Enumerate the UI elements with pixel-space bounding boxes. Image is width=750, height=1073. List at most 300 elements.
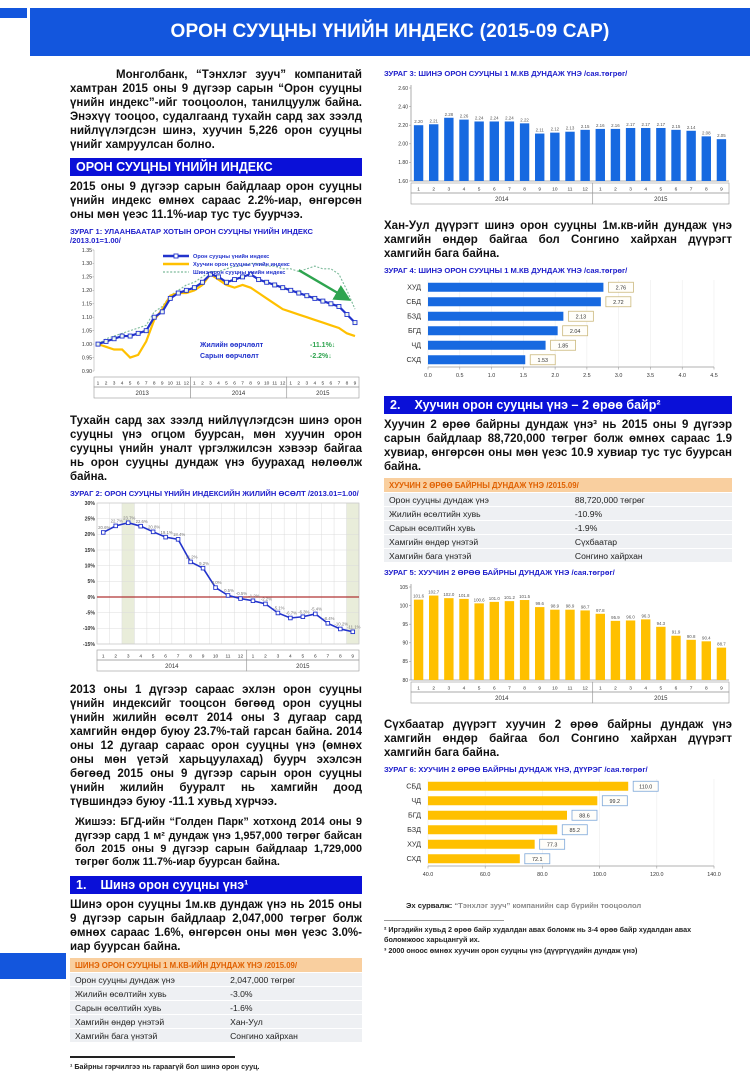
svg-text:100.6: 100.6 (473, 597, 485, 603)
svg-text:1: 1 (417, 686, 420, 692)
source-label: Эх сурвалж: (406, 901, 453, 911)
svg-text:85.2: 85.2 (569, 828, 581, 835)
svg-text:2: 2 (114, 654, 118, 660)
svg-text:90.8: 90.8 (686, 633, 696, 639)
svg-text:3: 3 (209, 381, 212, 387)
svg-text:1.10: 1.10 (81, 315, 92, 322)
svg-text:4: 4 (462, 686, 466, 692)
svg-text:4: 4 (644, 187, 648, 193)
svg-text:20.6%: 20.6% (98, 525, 111, 531)
svg-text:6: 6 (136, 381, 140, 387)
svg-text:8: 8 (523, 187, 526, 193)
report-title-banner (30, 8, 750, 56)
page-title: ОРОН СУУЦНЫ ҮНИЙН ИНДЕКС (2015-09 САР) (170, 21, 610, 42)
svg-text:7: 7 (326, 654, 330, 660)
chart5-caption: ЗУРАГ 5: ХУУЧИН 2 ӨРӨӨ БАЙРНЫ ДУНДАЖ ҮНЭ /сая.төгрөг/ (384, 568, 615, 578)
svg-text:1.20: 1.20 (81, 288, 92, 295)
svg-text:8: 8 (189, 654, 192, 660)
table-row-value: -1.6% (230, 1002, 253, 1013)
svg-text:80: 80 (402, 677, 408, 684)
svg-text:8: 8 (152, 381, 156, 387)
two-column-layout (0, 56, 750, 1073)
chart1-caption: ЗУРАГ 1: УЛААНБААТАР ХОТЫН ОРОН СУУЦНЫ ҮНИЙН ИНДЕКС /2013.01=1.00/ (70, 227, 314, 246)
svg-text:9: 9 (257, 381, 260, 387)
chart6-caption: ЗУРАГ 6: ХУУЧИН 2 ӨРӨӨ БАЙРНЫ ДУНДАЖ ҮНЭ, ДҮҮРЭГ /сая.төгрөг/ (384, 765, 648, 775)
svg-text:СБД: СБД (406, 297, 421, 307)
table-row (384, 521, 732, 534)
svg-text:91.9: 91.9 (671, 629, 681, 635)
svg-text:3.0%: 3.0% (211, 580, 222, 586)
svg-text:20%: 20% (84, 532, 95, 539)
svg-text:1.00: 1.00 (81, 342, 92, 349)
old-price-paragraph: Хуучин 2 өрөө байрны дундаж үнэ³ нь 2015 оны 9 дүгээр сарын байдлаар 88,720,000 төгрөг болж өмнөх сараас 1.9 хувиар, өнгөрсөн оны мөн үеэс 10.9 хувиар тус тус буурсан байна. (384, 419, 732, 474)
svg-text:2.17: 2.17 (641, 121, 650, 127)
svg-text:5: 5 (301, 654, 305, 660)
svg-text:1: 1 (598, 187, 602, 193)
table-row (384, 535, 732, 548)
chart5-comment-paragraph: Сүхбаатар дүүрэгт хуучин 2 өрөө байрны дундаж үнэ хамгийн өндөр байгаа бол Сонгино хайрхан дүүрэгт хамгийн бага байна. (384, 719, 732, 760)
section-hpi-header (70, 158, 362, 176)
chart2-caption: ЗУРАГ 2: ОРОН СУУЦНЫ ҮНИЙН ИНДЕКСИЙН ЖИЛИЙН ӨСӨЛТ /2013.01=1.00/ (70, 489, 359, 499)
svg-text:101.8: 101.8 (458, 593, 470, 599)
svg-text:2.15: 2.15 (580, 123, 590, 129)
svg-text:2.15: 2.15 (671, 123, 681, 129)
svg-text:1: 1 (417, 187, 420, 193)
svg-text:БГД: БГД (408, 326, 421, 336)
svg-text:101.0: 101.0 (488, 595, 500, 601)
svg-text:7: 7 (508, 686, 511, 692)
svg-text:4.5: 4.5 (710, 373, 718, 380)
svg-text:7: 7 (176, 654, 180, 660)
svg-text:88.6: 88.6 (579, 813, 590, 820)
svg-text:9: 9 (351, 654, 355, 660)
svg-text:2.08: 2.08 (702, 130, 711, 136)
svg-text:-15%: -15% (82, 642, 95, 649)
svg-text:8: 8 (523, 686, 526, 692)
table-header: ШИНЭ ОРОН СУУЦНЫ 1 М.КВ-ИЙН ДУНДАЖ ҮНЭ /2015.09/ (70, 958, 362, 972)
table-row (384, 507, 732, 520)
svg-text:2.72: 2.72 (613, 299, 624, 306)
svg-text:Хуучин орон сууцны үнийн индек: Хуучин орон сууцны үнийн индекс (193, 262, 290, 269)
svg-text:2014: 2014 (495, 197, 509, 203)
svg-text:10%: 10% (84, 563, 95, 570)
svg-text:2.5: 2.5 (583, 373, 591, 380)
table-row (384, 549, 732, 562)
svg-text:2: 2 (297, 381, 301, 387)
svg-text:2.26: 2.26 (459, 113, 469, 119)
svg-text:97.8: 97.8 (596, 607, 605, 613)
svg-text:5: 5 (477, 187, 481, 193)
svg-text:-0.5%: -0.5% (235, 591, 248, 597)
svg-text:3: 3 (305, 381, 309, 387)
svg-text:2014: 2014 (231, 391, 246, 398)
footnote-2: ² Иргэдийн хувьд 2 өрөө байр худалдан авах боломж нь 3-4 өрөө байр худалдан авах боломжоос харьцангуй их. (384, 925, 692, 944)
table-row-label: Сарын өсөлтийн хувь (389, 522, 476, 533)
svg-text:ХУД: ХУД (407, 839, 421, 849)
svg-text:96.3: 96.3 (641, 613, 650, 619)
section-number: 2. (390, 398, 401, 413)
section-title: Хуучин орон сууцны үнэ – 2 өрөө байр² (414, 398, 661, 413)
svg-text:98.7: 98.7 (580, 604, 590, 610)
svg-text:-2.2%↓: -2.2%↓ (310, 353, 332, 361)
table-row (70, 1015, 362, 1028)
svg-text:6: 6 (492, 187, 496, 193)
svg-text:7: 7 (508, 187, 511, 193)
svg-text:6: 6 (329, 381, 333, 387)
new-price-table (70, 958, 362, 1042)
table-row-label: Жилийн өсөлтийн хувь (75, 988, 167, 999)
svg-text:-8.4%: -8.4% (323, 616, 335, 622)
table-row-label: Хамгийн өндөр үнэтэй (75, 1016, 165, 1027)
section-new-price-header (70, 876, 362, 894)
svg-text:6: 6 (674, 686, 678, 692)
svg-text:18.4%: 18.4% (173, 532, 186, 538)
hpi-summary-paragraph: 2015 оны 9 дүгээр сарын байдлаар орон сууцны үнийн индекс өмнөх сараас 2.2%-иар, өнгөрсөн оны мөн үеэс 11.1%-иар тус тус буурчээ. (70, 181, 362, 222)
svg-text:-6.7%: -6.7% (285, 610, 297, 616)
svg-text:2013: 2013 (135, 391, 149, 398)
svg-text:2.04: 2.04 (569, 328, 581, 335)
svg-text:7: 7 (241, 381, 244, 387)
svg-text:95: 95 (402, 622, 408, 629)
svg-text:1.25: 1.25 (81, 274, 92, 281)
svg-text:-5.4%: -5.4% (310, 606, 322, 612)
svg-text:11: 11 (272, 381, 278, 387)
svg-text:11: 11 (175, 381, 181, 387)
table-row (70, 973, 362, 986)
svg-text:2.20: 2.20 (398, 123, 408, 129)
svg-text:2.12: 2.12 (550, 126, 560, 132)
svg-text:8: 8 (704, 187, 708, 193)
svg-text:99.6: 99.6 (535, 601, 544, 607)
svg-text:2.40: 2.40 (398, 104, 408, 111)
table-row-label: Орон сууцны дундаж үнэ (75, 974, 175, 985)
svg-text:БГД: БГД (408, 810, 421, 820)
svg-text:9: 9 (538, 686, 542, 692)
svg-text:2: 2 (432, 187, 436, 193)
table-row-value: Хан-Уул (230, 1016, 263, 1027)
table-row (384, 493, 732, 506)
footer-decoration (0, 953, 66, 979)
section-title: Шинэ орон сууцны үнэ¹ (100, 878, 249, 893)
svg-text:101.5: 101.5 (519, 594, 531, 600)
svg-text:20.8%: 20.8% (148, 524, 161, 530)
table-row-label: Сарын өсөлтийн хувь (75, 1002, 162, 1013)
svg-text:77.3: 77.3 (546, 842, 558, 849)
svg-text:2.24: 2.24 (474, 115, 484, 121)
history-paragraph: 2013 оны 1 дүгээр сараас эхлэн орон сууцны үнийн индексийг тооцсон бөгөөд орон сууцны үнийн жилийн өсөлт 2014 оны 3 дугаар сард хамгийн өндөр буюу 23.7%-тай гарсан байна. 2014 оны 12 дугаар сараас орон сууцны үнэ (өмнөх оны мөн үетэй харьцуулахад) буурч эхэлсэн бөгөөд 2015 оны 9 дүгээр сарын орон сууцны үнийн жилийн бууралт нь хамгийн доод түвшиндээ буюу -11.1 хувьд хүрчээ. (70, 684, 362, 809)
svg-text:2.24: 2.24 (490, 115, 499, 121)
svg-text:-11.1%: -11.1% (347, 624, 361, 630)
svg-text:60.0: 60.0 (479, 872, 491, 879)
svg-text:2: 2 (432, 686, 436, 692)
svg-text:2.13: 2.13 (565, 125, 575, 131)
svg-text:10: 10 (552, 187, 558, 193)
svg-text:0.90: 0.90 (81, 368, 92, 375)
table-header: ХУУЧИН 2 ӨРӨӨ БАЙРНЫ ДУНДАЖ ҮНЭ /2015.09/ (384, 478, 732, 492)
svg-text:0.95: 0.95 (81, 355, 92, 362)
svg-text:1.0: 1.0 (487, 373, 496, 380)
footnote-separator (384, 920, 504, 921)
svg-text:1.60: 1.60 (398, 178, 408, 185)
svg-text:-11.1%↓: -11.1%↓ (310, 342, 336, 350)
report-page (0, 8, 750, 1072)
svg-text:СХД: СХД (406, 854, 421, 864)
svg-text:2.00: 2.00 (398, 141, 408, 148)
chart1-hpi-line-figure (70, 247, 362, 410)
svg-text:100: 100 (399, 603, 408, 610)
table-row-value: 2,047,000 төгрөг (230, 974, 296, 985)
svg-text:4.0: 4.0 (678, 373, 686, 380)
svg-text:88.7: 88.7 (717, 641, 726, 647)
svg-text:22.6%: 22.6% (135, 519, 148, 525)
svg-text:Жилийн өөрчлөлт: Жилийн өөрчлөлт (200, 342, 264, 350)
svg-text:9: 9 (160, 381, 164, 387)
svg-text:1.05: 1.05 (81, 328, 92, 335)
svg-text:5: 5 (225, 381, 228, 387)
svg-text:90: 90 (402, 640, 408, 647)
svg-text:94.3: 94.3 (656, 620, 666, 626)
svg-text:102.0: 102.0 (443, 592, 455, 598)
svg-text:-6.3%: -6.3% (298, 609, 310, 615)
svg-text:ЧД: ЧД (411, 340, 421, 350)
svg-text:2.17: 2.17 (626, 121, 635, 127)
svg-text:СБД: СБД (406, 781, 421, 791)
table-body (384, 493, 732, 562)
svg-text:2014: 2014 (495, 696, 509, 703)
svg-text:6: 6 (233, 381, 236, 387)
svg-text:22.7%: 22.7% (110, 518, 123, 524)
chart4-district-bar-figure (384, 277, 732, 390)
svg-text:19.1%: 19.1% (160, 529, 173, 535)
svg-text:7: 7 (689, 686, 693, 692)
svg-text:6: 6 (313, 654, 317, 660)
svg-text:3: 3 (629, 686, 632, 692)
table-row-label: Орон сууцны дундаж үнэ (389, 494, 489, 505)
svg-text:2: 2 (201, 381, 204, 387)
svg-text:2.16: 2.16 (596, 122, 605, 128)
svg-text:9: 9 (720, 686, 723, 692)
svg-text:2015: 2015 (316, 391, 330, 398)
svg-text:11: 11 (567, 187, 573, 193)
svg-text:3: 3 (629, 187, 632, 193)
svg-text:1.85: 1.85 (557, 343, 569, 350)
svg-text:9: 9 (720, 187, 723, 193)
section-old-price-header (384, 396, 732, 414)
svg-text:5%: 5% (87, 579, 95, 586)
svg-text:5: 5 (659, 686, 663, 692)
section-number: 1. (76, 878, 87, 893)
svg-text:9: 9 (538, 187, 542, 193)
table-row-value: -1.9% (574, 522, 598, 533)
svg-text:3: 3 (112, 381, 116, 387)
svg-text:8: 8 (704, 686, 708, 692)
svg-text:-2.2%: -2.2% (260, 596, 273, 602)
svg-text:2.28: 2.28 (444, 111, 454, 117)
svg-text:98.9: 98.9 (550, 603, 560, 609)
svg-text:1: 1 (101, 654, 105, 660)
svg-text:2015: 2015 (654, 197, 668, 203)
svg-text:72.1: 72.1 (532, 857, 543, 864)
svg-text:120.0: 120.0 (650, 872, 664, 879)
svg-text:2015: 2015 (296, 664, 310, 671)
svg-text:15%: 15% (84, 548, 95, 555)
old-price-table (384, 478, 732, 562)
svg-text:1.53: 1.53 (537, 357, 548, 364)
svg-text:2.14: 2.14 (686, 124, 696, 130)
chart5-old-price-bar-figure (384, 579, 732, 714)
table-body (70, 973, 362, 1042)
svg-text:2.21: 2.21 (429, 118, 438, 124)
svg-text:10: 10 (167, 381, 173, 387)
svg-text:85: 85 (402, 659, 408, 666)
svg-text:2.13: 2.13 (575, 314, 587, 321)
svg-text:0.0: 0.0 (424, 373, 432, 380)
left-column (70, 64, 362, 1073)
svg-text:2.60: 2.60 (398, 85, 408, 92)
source-line (406, 901, 732, 910)
svg-text:-5.1%: -5.1% (273, 605, 285, 611)
svg-text:-10%: -10% (82, 626, 95, 633)
svg-text:2014: 2014 (165, 664, 179, 671)
svg-text:БЗД: БЗД (407, 825, 421, 835)
table-row-label: Жилийн өсөлтийн хувь (389, 508, 481, 519)
section-hpi-title: ОРОН СУУЦНЫ ҮНИЙН ИНДЕКС (76, 160, 273, 175)
svg-text:1: 1 (598, 686, 602, 692)
svg-text:Орон сууцны үнийн индекс: Орон сууцны үнийн индекс (193, 254, 270, 261)
svg-text:7: 7 (337, 381, 341, 387)
svg-text:7: 7 (689, 187, 693, 193)
table-row-label: Хамгийн бага үнэтэй (75, 1030, 158, 1041)
svg-text:4: 4 (139, 654, 143, 660)
svg-text:3: 3 (126, 654, 130, 660)
svg-text:Сарын өөрчлөлт: Сарын өөрчлөлт (200, 353, 259, 361)
svg-text:4: 4 (313, 381, 317, 387)
svg-text:2.24: 2.24 (505, 115, 514, 121)
svg-text:-10.2%: -10.2% (334, 621, 349, 627)
svg-text:1.80: 1.80 (398, 160, 408, 167)
svg-text:1: 1 (289, 381, 293, 387)
svg-text:0%: 0% (87, 595, 95, 602)
table-row-label: Хамгийн өндөр үнэтэй (389, 536, 479, 547)
svg-text:10: 10 (212, 654, 219, 660)
svg-text:6: 6 (674, 187, 678, 193)
svg-text:10: 10 (263, 381, 270, 387)
table-row-value: Сонгино хайрхан (574, 550, 643, 561)
svg-text:2015: 2015 (654, 696, 668, 703)
svg-text:23.7%: 23.7% (123, 515, 136, 521)
table-row-value: Сүхбаатар (574, 536, 618, 547)
svg-text:1.5: 1.5 (519, 373, 528, 380)
svg-text:12: 12 (280, 381, 286, 387)
svg-text:ЧД: ЧД (411, 796, 421, 806)
table-row (70, 1029, 362, 1042)
svg-text:2: 2 (614, 187, 617, 193)
chart3-new-price-bar-figure (384, 80, 732, 215)
svg-text:3.5: 3.5 (646, 373, 655, 380)
table-row (70, 1001, 362, 1014)
svg-text:-1.2%: -1.2% (248, 593, 260, 599)
chart3-comment-paragraph: Хан-Уул дүүрэгт шинэ орон сууцны 1м.кв-ийн дундаж үнэ хамгийн өндөр байгаа бол Сонгино хайрхан дүүрэгт хамгийн бага байна. (384, 220, 732, 261)
source-text: “Тэнхлэг зууч” компанийн сар бүрийн тооцоолол (454, 901, 642, 911)
svg-text:0.5%: 0.5% (224, 588, 234, 594)
right-column (384, 64, 732, 1073)
new-price-paragraph: Шинэ орон сууцны 1м.кв дундаж үнэ нь 2015 оны 9 дүгээр сарын байдлаар 2,047,000 төгрөг болж өмнөх сараас 1.6%, өнгөрсөн оны мөн үеэс 3.0%-иар буурсан байна. (70, 899, 362, 954)
intro-paragraph: Монголбанк, “Тэнхлэг зууч” компанитай хамтран 2015 оны 9 дүгээр сарын “Орон сууцны үнийн индекс”-ийг тооцоолон, танилцуулж байна. Энэхүү тооцоо, судалгаанд тухайн сард зах зээлд нийлүүлэгдсэн шинэ, хуучин 5,226 орон сууцны үнийг хамруулсан болно. (70, 69, 362, 152)
svg-text:2.05: 2.05 (717, 133, 726, 139)
supply-paragraph: Тухайн сард зах зээлд нийлүүлэгдсэн шинэ орон сууцны үнэ огцом буурсан, мөн хуучин орон сууцны үнийн уналт үргэлжилсэн хэвээр байгаа нь орон сууцны дундаж үнэ буурахад нөлөөлж байна. (70, 415, 362, 484)
svg-text:6: 6 (164, 654, 167, 660)
chart4-caption: ЗУРАГ 4: ШИНЭ ОРОН СУУЦНЫ 1 М.КВ ДУНДАЖ ҮНЭ /сая.төгрөг/ (384, 266, 628, 276)
svg-text:4: 4 (644, 686, 648, 692)
svg-text:12: 12 (582, 187, 588, 193)
svg-text:2.0: 2.0 (551, 373, 559, 380)
svg-text:2.22: 2.22 (520, 117, 529, 123)
svg-text:40.0: 40.0 (422, 872, 434, 879)
svg-text:2.17: 2.17 (656, 121, 666, 127)
svg-text:1.35: 1.35 (81, 247, 92, 254)
svg-text:4: 4 (217, 381, 220, 387)
svg-text:90.4: 90.4 (702, 635, 711, 641)
svg-text:25%: 25% (84, 516, 95, 523)
footnote-separator (70, 1056, 235, 1058)
svg-text:8: 8 (338, 654, 342, 660)
svg-text:5: 5 (659, 187, 663, 193)
svg-text:2.11: 2.11 (535, 127, 544, 133)
svg-text:Шинэ орон сууцны үнийн индекс: Шинэ орон сууцны үнийн индекс (193, 270, 286, 277)
svg-text:11: 11 (567, 686, 573, 692)
svg-text:105: 105 (399, 584, 408, 591)
svg-text:95.9: 95.9 (611, 614, 620, 620)
table-row-value: 88,720,000 төгрөг (574, 494, 645, 505)
svg-text:8: 8 (345, 381, 349, 387)
table-row-value: -10.9% (574, 508, 603, 519)
svg-text:96.0: 96.0 (626, 614, 635, 620)
svg-text:3: 3 (276, 654, 280, 660)
chart2-yearly-growth-figure (70, 500, 362, 679)
svg-text:6: 6 (492, 686, 496, 692)
svg-text:11.2%: 11.2% (185, 554, 198, 560)
svg-text:140.0: 140.0 (707, 872, 721, 879)
svg-text:3: 3 (447, 686, 451, 692)
svg-text:99.2: 99.2 (609, 799, 621, 806)
svg-text:1: 1 (96, 381, 100, 387)
svg-text:5: 5 (477, 686, 481, 692)
svg-text:101.6: 101.6 (413, 593, 425, 599)
svg-text:102.7: 102.7 (428, 589, 440, 595)
svg-text:-5%: -5% (85, 610, 95, 617)
svg-text:2: 2 (104, 381, 108, 387)
svg-text:80.0: 80.0 (537, 872, 548, 879)
chart6-district-bar-figure (384, 776, 732, 889)
table-row-label: Хамгийн бага үнэтэй (389, 550, 472, 561)
svg-text:12: 12 (237, 654, 244, 660)
svg-text:12: 12 (582, 686, 588, 692)
svg-text:2.76: 2.76 (615, 285, 627, 292)
table-row (70, 987, 362, 1000)
svg-text:4: 4 (462, 187, 466, 193)
svg-text:4: 4 (120, 381, 124, 387)
svg-text:3: 3 (447, 187, 451, 193)
svg-text:1: 1 (193, 381, 196, 387)
svg-text:7: 7 (144, 381, 148, 387)
svg-text:9: 9 (201, 654, 205, 660)
svg-text:0.5: 0.5 (456, 373, 464, 380)
svg-text:1: 1 (251, 654, 255, 660)
svg-text:8: 8 (249, 381, 252, 387)
svg-text:100.0: 100.0 (592, 872, 607, 879)
svg-text:3.0: 3.0 (614, 373, 623, 380)
svg-text:30%: 30% (84, 501, 95, 508)
